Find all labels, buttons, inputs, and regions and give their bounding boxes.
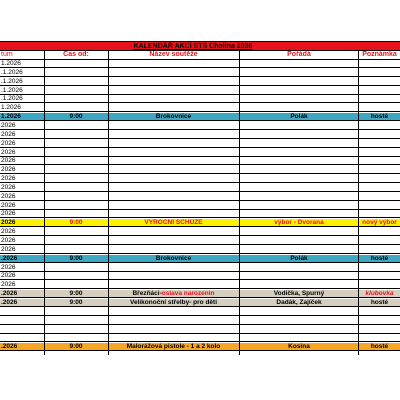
time-cell <box>44 149 108 157</box>
event-cell <box>108 184 239 192</box>
note-cell <box>359 202 400 210</box>
note-cell <box>359 104 400 112</box>
time-cell <box>44 308 108 316</box>
column-divider <box>44 51 45 355</box>
note-cell <box>359 210 400 218</box>
event-cell <box>108 104 239 112</box>
event-cell <box>108 122 239 130</box>
time-cell <box>44 210 108 218</box>
event-cell <box>108 334 239 342</box>
sheet-title: KALENDÁŘ AKCÍ STS Cholina 2026 <box>133 43 253 50</box>
time-cell <box>44 272 108 280</box>
time-cell <box>44 193 108 201</box>
table-row <box>0 255 400 263</box>
date-cell: 2026 <box>1 183 16 191</box>
note-cell <box>359 193 400 201</box>
table-row <box>0 308 400 316</box>
time-cell: 9:00 <box>69 343 83 351</box>
date-cell: 2026 <box>1 166 16 174</box>
organizer-cell <box>240 60 358 68</box>
organizer-cell: výbor - Dvorana <box>274 219 324 227</box>
date-cell: .1.2026 <box>1 86 23 94</box>
date-cell: .2026 <box>1 298 18 306</box>
organizer-cell <box>240 166 358 174</box>
time-cell: 9:00 <box>69 254 83 262</box>
event-cell <box>108 264 239 272</box>
date-cell: .1.2026 <box>1 95 23 103</box>
organizer-cell <box>240 193 358 201</box>
date-cell: .2026 <box>1 343 18 351</box>
column-divider <box>108 51 109 355</box>
table-row <box>0 326 400 334</box>
date-cell: 2026 <box>1 148 16 156</box>
time-cell <box>44 202 108 210</box>
header-organizer: Pořádá <box>287 51 311 58</box>
table-row <box>0 166 400 174</box>
note-cell: hosté <box>370 298 389 306</box>
table-row <box>0 228 400 236</box>
note-cell: klubovka <box>365 290 394 298</box>
time-cell <box>44 122 108 130</box>
date-cell: 2026 <box>1 263 16 271</box>
table-row <box>0 78 400 86</box>
time-cell <box>44 60 108 68</box>
table-row <box>0 113 400 121</box>
table-row <box>0 95 400 103</box>
organizer-cell <box>240 228 358 236</box>
header-event: Název soutěže <box>149 51 198 58</box>
table-row <box>0 264 400 272</box>
table-row <box>0 343 400 351</box>
table-row <box>0 87 400 95</box>
note-cell <box>359 60 400 68</box>
date-cell: 2026 <box>1 272 16 280</box>
event-cell <box>108 317 239 325</box>
table-row <box>0 299 400 307</box>
column-divider <box>358 51 359 355</box>
table-row <box>0 149 400 157</box>
note-cell <box>359 131 400 139</box>
date-cell: 2026 <box>1 281 16 289</box>
table-row <box>0 69 400 77</box>
event-cell <box>108 228 239 236</box>
time-cell <box>44 237 108 245</box>
note-cell <box>359 78 400 86</box>
table-row <box>0 140 400 148</box>
event-cell <box>108 166 239 174</box>
event-cell: Velikonoční střelby- pro děti <box>129 298 218 306</box>
table-row <box>0 157 400 165</box>
note-cell <box>359 237 400 245</box>
note-cell <box>359 184 400 192</box>
organizer-cell <box>240 246 358 254</box>
time-cell <box>44 104 108 112</box>
time-cell <box>44 175 108 183</box>
note-cell <box>359 228 400 236</box>
event-cell <box>108 60 239 68</box>
event-cell <box>108 78 239 86</box>
date-cell: .2026 <box>1 290 18 298</box>
table-row <box>0 202 400 210</box>
event-cell <box>108 87 239 95</box>
date-cell: .1.2026 <box>1 68 23 76</box>
organizer-cell <box>240 104 358 112</box>
event-cell <box>108 95 239 103</box>
header-note: Poznámka <box>362 51 397 58</box>
note-cell: hosté <box>370 343 389 351</box>
event-cell <box>108 326 239 334</box>
event-cell <box>108 193 239 201</box>
event-part: Březňáci- <box>132 290 162 298</box>
organizer-cell <box>240 202 358 210</box>
table-row <box>0 237 400 245</box>
date-cell <box>0 308 45 316</box>
event-cell <box>108 175 239 183</box>
time-cell: 9:00 <box>69 290 83 298</box>
date-cell: 2026 <box>1 192 16 200</box>
note-cell <box>359 157 400 165</box>
organizer-cell <box>240 237 358 245</box>
organizer-cell <box>240 95 358 103</box>
event-cell <box>108 281 239 289</box>
time-cell <box>44 246 108 254</box>
time-cell <box>44 326 108 334</box>
note-cell <box>359 334 400 342</box>
event-cell: Brokovnice <box>155 254 192 262</box>
date-cell: 2026 <box>1 130 16 138</box>
date-cell: 2026 <box>1 139 16 147</box>
date-cell: 1.2026 <box>1 113 21 121</box>
table-row <box>0 193 400 201</box>
event-cell <box>108 157 239 165</box>
note-cell <box>359 175 400 183</box>
time-cell <box>44 140 108 148</box>
note-cell <box>359 149 400 157</box>
time-cell <box>44 78 108 86</box>
date-cell: 2026 <box>1 121 16 129</box>
event-cell: Malorážová pistole - 1 a 2 kolo <box>126 343 221 351</box>
organizer-cell <box>240 131 358 139</box>
event-cell <box>108 202 239 210</box>
organizer-cell <box>240 317 358 325</box>
note-cell <box>359 166 400 174</box>
time-cell <box>44 334 108 342</box>
note-cell <box>359 308 400 316</box>
time-cell <box>44 157 108 165</box>
organizer-cell <box>240 272 358 280</box>
note-cell <box>359 272 400 280</box>
table-row <box>0 246 400 254</box>
table-row <box>0 131 400 139</box>
time-cell <box>44 131 108 139</box>
header-date: tum <box>1 51 13 58</box>
event-cell <box>108 308 239 316</box>
date-cell <box>0 334 45 342</box>
organizer-cell: Polák <box>290 254 308 262</box>
time-cell <box>44 87 108 95</box>
organizer-cell <box>240 69 358 77</box>
organizer-cell <box>240 334 358 342</box>
note-cell: hosté <box>370 254 389 262</box>
time-cell <box>44 281 108 289</box>
note-cell <box>359 317 400 325</box>
date-cell: 2026 <box>1 201 16 209</box>
note-cell <box>359 95 400 103</box>
event-cell <box>108 69 239 77</box>
time-cell: 9:00 <box>69 113 83 121</box>
organizer-cell <box>240 264 358 272</box>
date-cell: .1.2026 <box>1 77 23 85</box>
table-row <box>0 184 400 192</box>
date-cell <box>0 326 45 334</box>
note-cell <box>359 122 400 130</box>
date-cell <box>0 317 45 325</box>
organizer-cell: Dadák, Zajíček <box>276 298 322 306</box>
time-cell <box>44 166 108 174</box>
date-cell: 2026 <box>1 210 16 218</box>
date-cell: 2026 <box>1 245 16 253</box>
table-row <box>0 281 400 289</box>
event-cell <box>108 290 239 298</box>
organizer-cell <box>240 175 358 183</box>
time-cell <box>44 317 108 325</box>
table-row <box>0 60 400 68</box>
event-cell <box>108 272 239 280</box>
organizer-cell <box>240 326 358 334</box>
note-cell <box>359 87 400 95</box>
event-cell <box>108 140 239 148</box>
note-cell <box>359 69 400 77</box>
table-row <box>0 219 400 227</box>
table-row <box>0 334 400 342</box>
organizer-cell <box>240 308 358 316</box>
organizer-cell <box>240 184 358 192</box>
organizer-cell <box>240 87 358 95</box>
date-cell: .2026 <box>1 254 18 262</box>
table-row <box>0 122 400 130</box>
table-row <box>0 272 400 280</box>
event-cell <box>108 210 239 218</box>
time-cell: 9:00 <box>69 219 83 227</box>
event-cell <box>108 237 239 245</box>
organizer-cell <box>240 122 358 130</box>
table-row <box>0 104 400 112</box>
header-time: Čas od: <box>63 51 89 58</box>
table-row <box>0 175 400 183</box>
note-cell: nový výbor <box>362 219 397 227</box>
header-row <box>0 51 400 60</box>
note-cell: hosté <box>370 113 389 121</box>
event-cell <box>108 246 239 254</box>
table-row <box>0 290 400 298</box>
organizer-cell: Polák <box>290 113 308 121</box>
organizer-cell <box>240 210 358 218</box>
time-cell <box>44 228 108 236</box>
event-cell <box>108 149 239 157</box>
event-part-highlight: oslava narozenin <box>161 290 215 298</box>
event-cell: Brokovnice <box>155 113 192 121</box>
time-cell <box>44 264 108 272</box>
note-cell <box>359 264 400 272</box>
date-cell: 1.2026 <box>1 60 21 67</box>
note-cell <box>359 326 400 334</box>
organizer-cell <box>240 140 358 148</box>
time-cell <box>44 95 108 103</box>
table-row <box>0 210 400 218</box>
column-divider <box>239 51 240 355</box>
title-bar <box>0 41 400 51</box>
date-cell: 1.2026 <box>1 104 21 112</box>
note-cell <box>359 140 400 148</box>
note-cell <box>359 281 400 289</box>
time-cell <box>44 69 108 77</box>
date-cell: 2026 <box>1 157 16 165</box>
organizer-cell: Vodička, Spurný <box>273 290 325 298</box>
date-cell: 2026 <box>1 237 16 244</box>
event-cell <box>108 131 239 139</box>
table-row <box>0 317 400 325</box>
organizer-cell <box>240 157 358 165</box>
organizer-cell <box>240 149 358 157</box>
note-cell <box>359 246 400 254</box>
time-cell: 9:00 <box>69 298 83 306</box>
time-cell <box>44 184 108 192</box>
date-cell: 2026 <box>1 175 16 183</box>
organizer-cell: Kosina <box>288 343 310 351</box>
organizer-cell <box>240 281 358 289</box>
date-cell: 2026 <box>1 228 16 236</box>
date-cell: 2026 <box>1 219 16 227</box>
event-cell: VÝROČNÍ SCHŮZE <box>144 219 203 227</box>
organizer-cell <box>240 78 358 86</box>
